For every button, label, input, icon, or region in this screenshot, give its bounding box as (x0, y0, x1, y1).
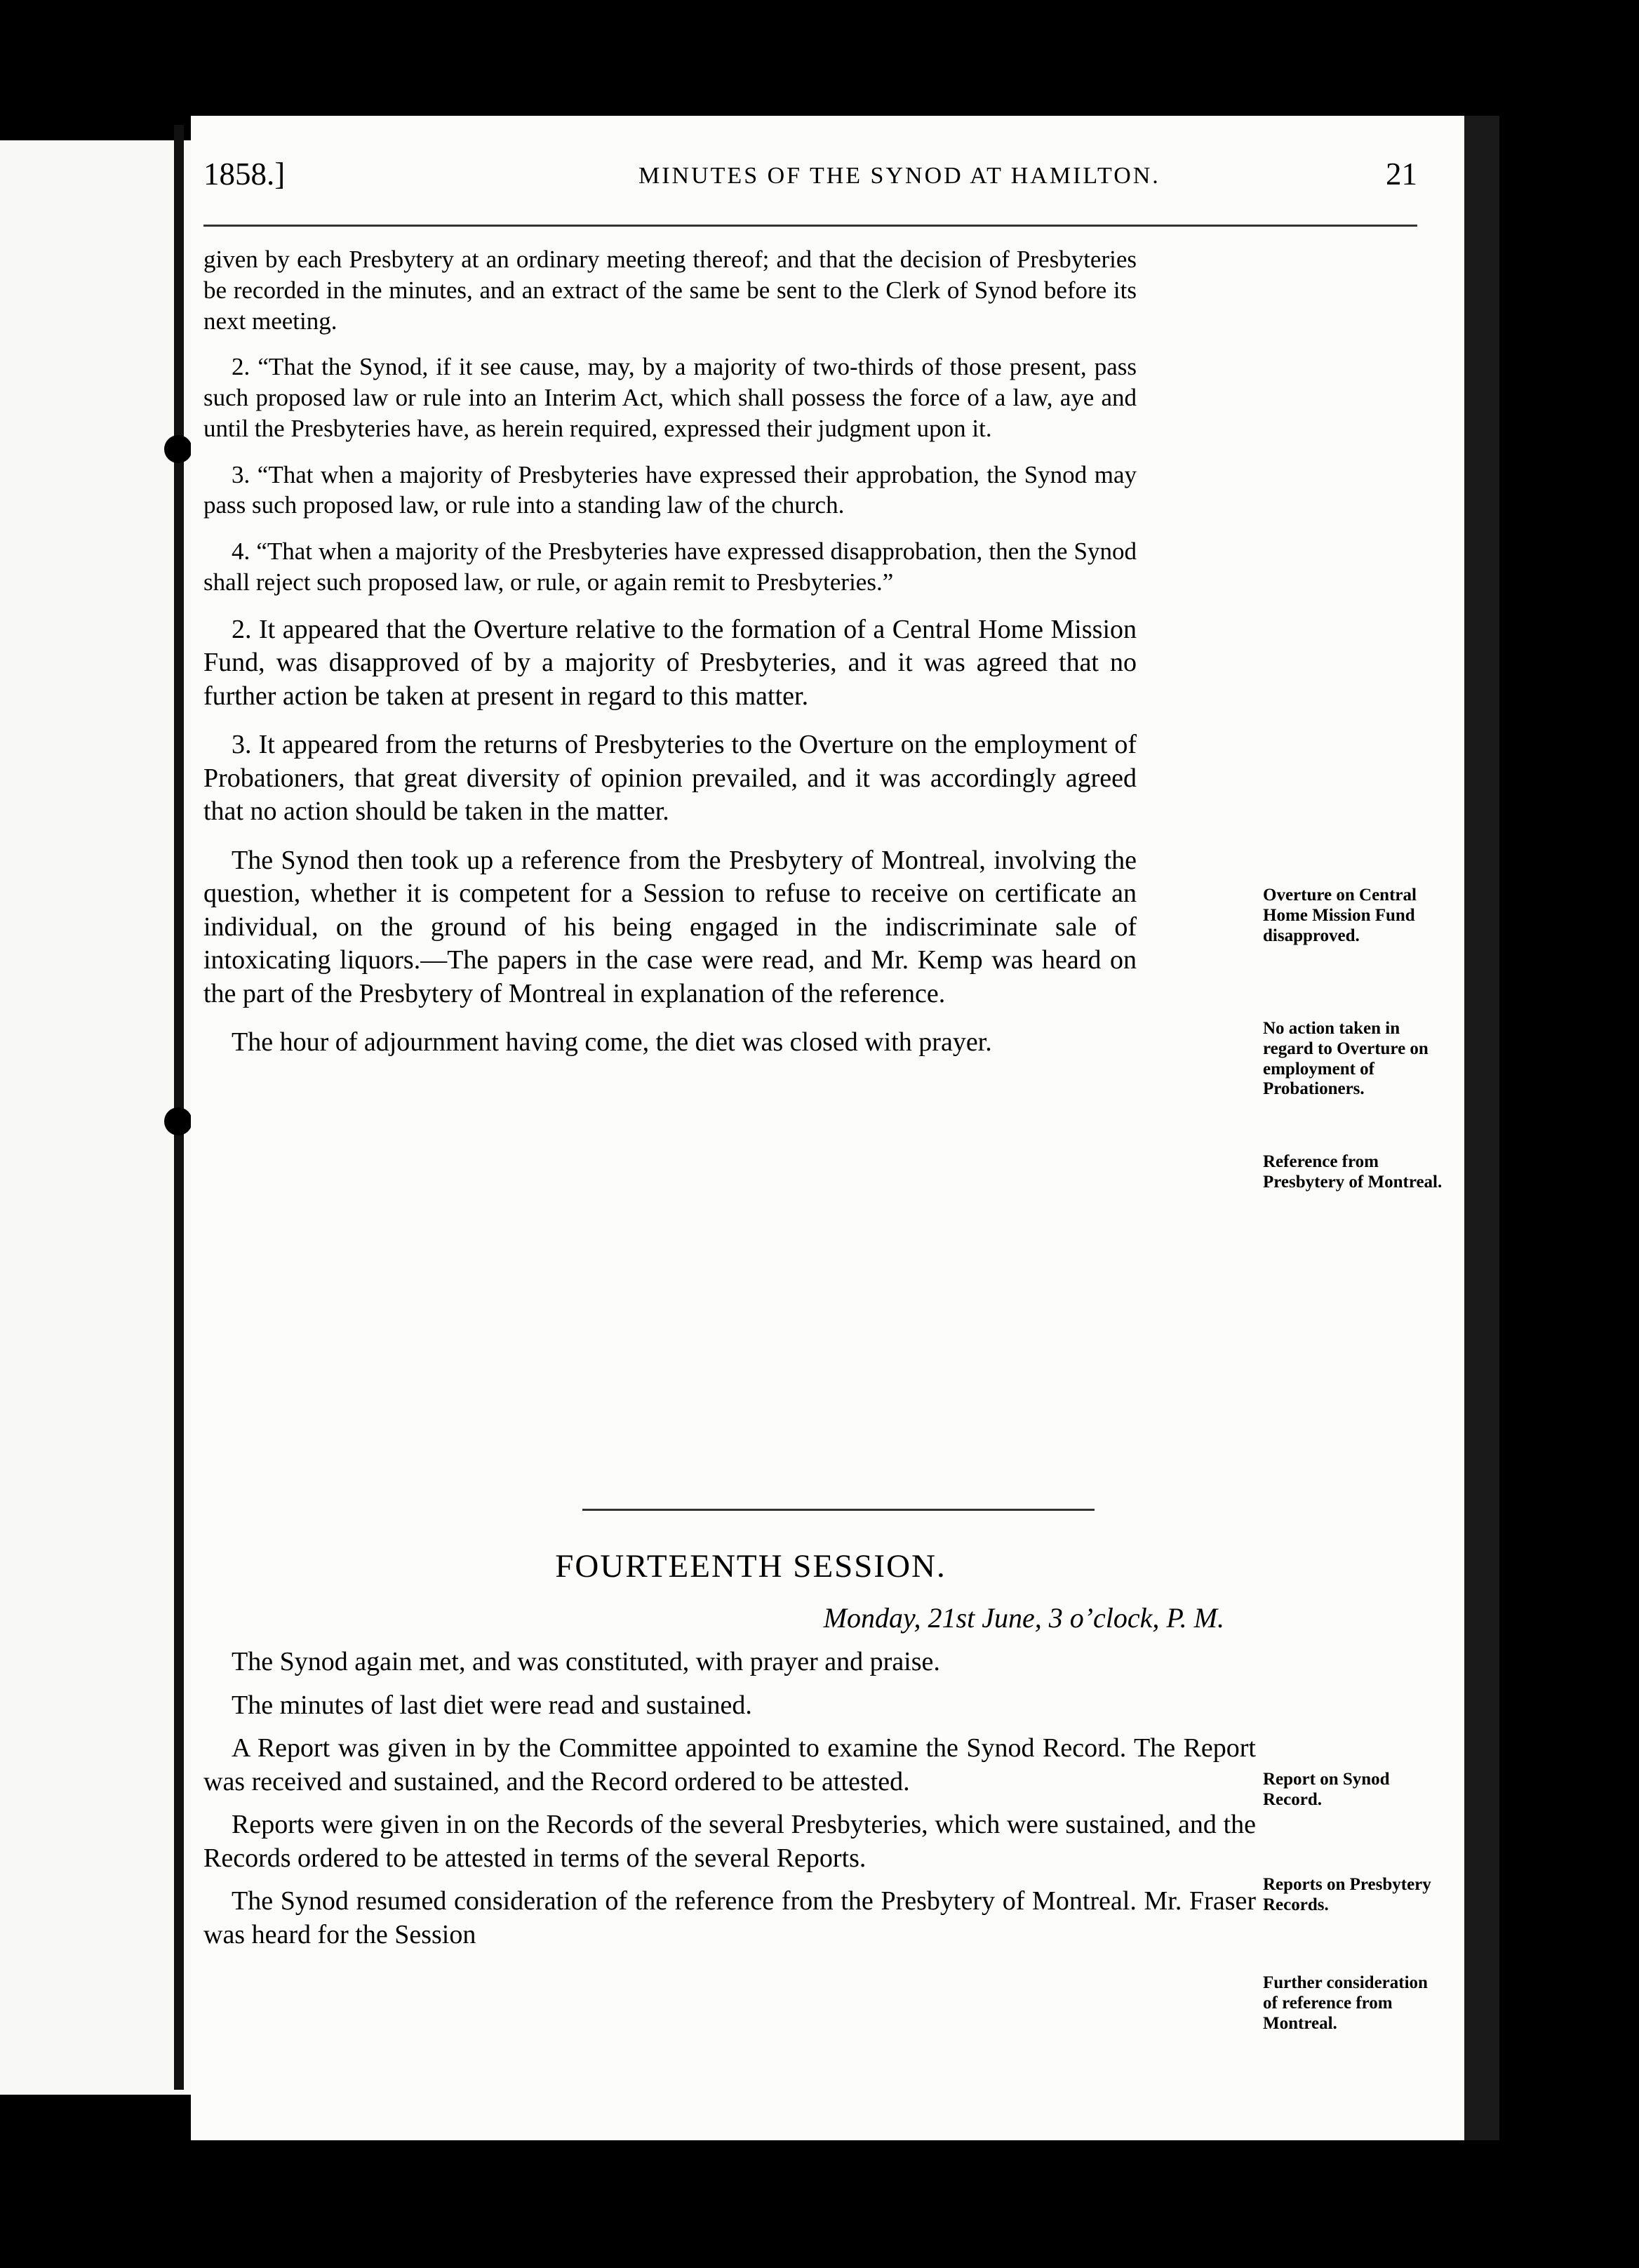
running-title: MINUTES OF THE SYNOD AT HAMILTON. (638, 163, 1160, 189)
paragraph: 3. “That when a majority of Presbyteries have expressed their approbation, the Synod may pass such proposed law, or rule into a standing law of the church. (203, 460, 1137, 519)
margin-note: Further consideration of reference from Montreal. (1263, 1973, 1428, 2033)
paragraph: given by each Presbytery at an ordinary meeting thereof; and that the decision of Presbyteries be recorded in the minutes, and an extract of the same be sent to the Clerk of Synod before its next meeting. (203, 246, 1137, 335)
paragraph: The Synod then took up a reference from the Presbytery of Montreal, involving the question, whether it is competent for a Session to refuse to receive on certificate an individual, on the ground of his being engaged in the indiscriminate sale of intoxicating liquors.—The papers in the case were read, and Mr. Kemp was heard on the part of the Presbytery of Montreal in explanation of the reference. (203, 845, 1137, 1008)
margin-note: Reports on Presbytery Records. (1263, 1875, 1431, 1914)
page-header (203, 156, 1417, 208)
margin-note: Reference from Presbytery of Montreal. (1263, 1152, 1443, 1192)
paragraph: The Synod resumed consideration of the reference from the Presbytery of Montreal. Mr. Fraser was heard for the Session (203, 1886, 1256, 1949)
session-text (203, 1646, 1256, 1961)
paragraph: 3. It appeared from the returns of Presbyteries to the Overture on the employment of Probationers, that great diversity of opinion prevailed, and it was accordingly agreed that no action should be taken in the matter. (203, 730, 1137, 826)
right-edge-shadow (1464, 116, 1499, 2140)
paragraph: The Synod again met, and was constituted, with prayer and praise. (232, 1647, 940, 1676)
main-text (203, 244, 1137, 1075)
margin-note: Report on Synod Record. (1263, 1770, 1390, 1809)
paragraph: 4. “That when a majority of the Presbyteries have expressed disapprobation, then the Synod shall reject such proposed law, or rule, or again remit to Presbyteries.” (203, 538, 1137, 596)
paragraph: Reports were given in on the Records of the several Presbyteries, which were sustained, and the Records ordered to be attested in terms of the several Reports. (203, 1810, 1256, 1873)
paragraph: The minutes of last diet were read and sustained. (232, 1690, 752, 1720)
margin-note: No action taken in regard to Overture on employment of Probationers. (1263, 1019, 1429, 1099)
paragraph: 2. “That the Synod, if it see cause, may, by a majority of two-thirds of those present, pass such proposed law or rule into an Interim Act, which shall possess the force of a law, aye and until the Presbyteries have, as herein required, expressed their judgment upon it. (203, 353, 1137, 442)
session-heading: FOURTEENTH SESSION. (555, 1548, 946, 1585)
binding-hole (164, 1107, 192, 1135)
binding-hole (164, 435, 192, 463)
header-year: 1858.] (203, 156, 286, 192)
paragraph: A Report was given in by the Committee appointed to examine the Synod Record. The Report was received and sustained, and the Record ordered to be attested. (203, 1733, 1256, 1796)
paragraph: 2. It appeared that the Overture relative to the formation of a Central Home Mission Fund, was disapproved of by a majority of Presbyteries, and it was agreed that no further action be taken at present in regard to this matter. (203, 614, 1137, 711)
margin-note: Overture on Central Home Mission Fund disapproved. (1263, 886, 1417, 945)
paragraph: The hour of adjournment having come, the diet was closed with prayer. (232, 1027, 992, 1057)
section-divider (582, 1509, 1095, 1511)
session-date: Monday, 21st June, 3 o’clock, P. M. (823, 1602, 1224, 1634)
header-rule (203, 225, 1417, 227)
left-page-edge (0, 140, 191, 2095)
page-number: 21 (1386, 156, 1417, 192)
